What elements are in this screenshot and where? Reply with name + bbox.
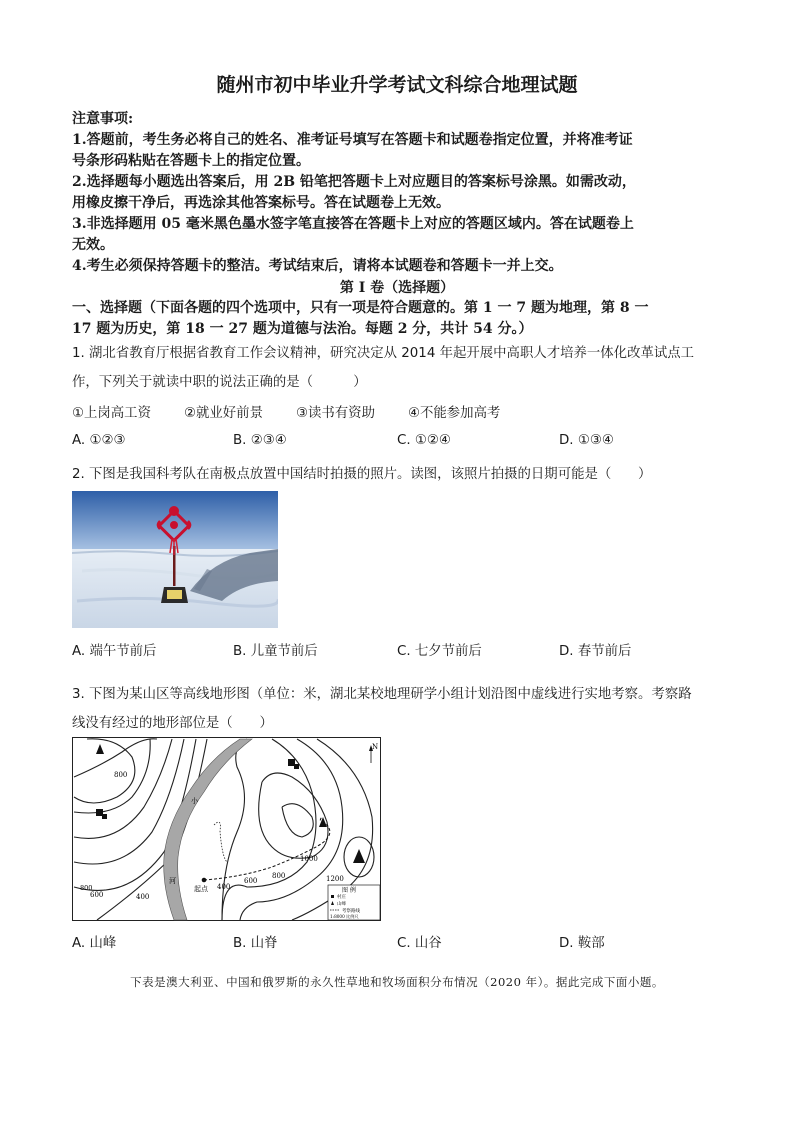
notice-line-7: 4.考生必须保持答题卡的整洁。考试结束后，请将本试题卷和答题卡一并上交。 [72,258,563,274]
notice-line-5: 3.非选择题用 05 毫米黑色墨水签字笔直接答在答题卡上对应的答题区域内。答在试题卷上 [72,216,634,232]
legend-peak: 山峰 [337,902,346,907]
contour-label-800a: 800 [114,771,128,779]
north-label: N [372,743,379,751]
q1-statement-3: ③读书有资助 [296,406,375,421]
q3-option-a[interactable]: A. 山峰 [72,936,117,951]
q2-option-c[interactable]: C. 七夕节前后 [397,644,482,659]
river-char-2: 河 [169,877,176,885]
notice-line-3: 2.选择题每小题选出答案后，用 2B 铅笔把答题卡上对应题目的答案标号涂黑。如需改动， [72,174,636,190]
q1-option-a[interactable]: A. ①②③ [72,433,126,448]
contour-label-1200: 1200 [326,875,344,883]
q1-stem-1: 1. 湖北省教育厅根据省教育工作会议精神，研究决定从 2014 年起开展中高职人才培养一体化改革试点工 [72,346,695,361]
q1-option-b[interactable]: B. ②③④ [233,433,287,448]
legend-route: 考察路线 [342,909,360,914]
q2-option-d[interactable]: D. 春节前后 [559,644,632,659]
q3-option-b[interactable]: B. 山脊 [233,936,278,951]
q1-statement-2: ②就业好前景 [184,406,263,421]
legend-village: 村庄 [337,895,346,900]
q2-option-a[interactable]: A. 端午节前后 [72,644,157,659]
notice-line-1: 1.答题前，考生务必将自己的姓名、准考证号填写在答题卡和试题卷指定位置，并将准考证 [72,132,633,148]
section-instruction-1: 一、选择题（下面各题的四个选项中，只有一项是符合题意的。第 1 一 7 题为地理，第 8 一 [72,300,649,316]
contour-label-800b: 800 [272,872,286,880]
notice-heading: 注意事项: [72,111,134,127]
contour-map [72,737,381,921]
q1-stem-2: 作，下列关于就读中职的说法正确的是（ ） [72,375,367,390]
contour-label-400b: 400 [217,883,231,891]
table-intro: 下表是澳大利亚、中国和俄罗斯的永久性草地和牧场面积分布情况（2020 年）。据此完成下面小题。 [130,975,664,989]
contour-label-600a: 600 [90,891,104,899]
section-instruction-2: 17 题为历史，第 18 一 27 题为道德与法治。每题 2 分，共计 54 分。） [72,321,533,337]
q3-option-c[interactable]: C. 山谷 [397,936,442,951]
q3-stem-2: 线没有经过的地形部位是（ ） [72,716,273,731]
q1-statement-1: ①上岗高工资 [72,406,151,421]
section-name: 第 I 卷（选择题） [339,280,455,296]
river-char-1: 小 [191,797,198,805]
start-label: 起点 [194,885,208,893]
q3-stem-1: 3. 下图为某山区等高线地形图（单位：米，湖北某校地理研学小组计划沿图中虚线进行实地考察。考察路 [72,687,692,702]
q2-option-b[interactable]: B. 儿童节前后 [233,644,318,659]
notice-line-6: 无效。 [72,237,114,253]
contour-label-400a: 400 [136,893,150,901]
q2-stem: 2. 下图是我国科考队在南极点放置中国结时拍摄的照片。读图，该照片拍摄的日期可能是（ ） [72,467,652,482]
contour-label-600b: 600 [244,877,258,885]
south-pole-photo [72,491,278,628]
page-title: 随州市初中毕业升学考试文科综合地理试题 [216,74,578,96]
notice-line-2: 号条形码粘贴在答题卡上的指定位置。 [72,153,310,169]
legend-title: 图 例 [342,887,356,894]
q1-option-c[interactable]: C. ①②④ [397,433,451,448]
q1-option-d[interactable]: D. ①③④ [559,433,614,448]
q1-statement-4: ④不能参加高考 [408,406,501,421]
map-scale: 1:8000 比例尺 [330,914,359,919]
svg-text:800: 800 [80,884,93,892]
contour-label-1000: 1000 [300,855,318,863]
notice-line-4: 用橡皮擦干净后，再选涂其他答案标号。答在试题卷上无效。 [72,195,450,211]
q3-option-d[interactable]: D. 鞍部 [559,936,605,951]
